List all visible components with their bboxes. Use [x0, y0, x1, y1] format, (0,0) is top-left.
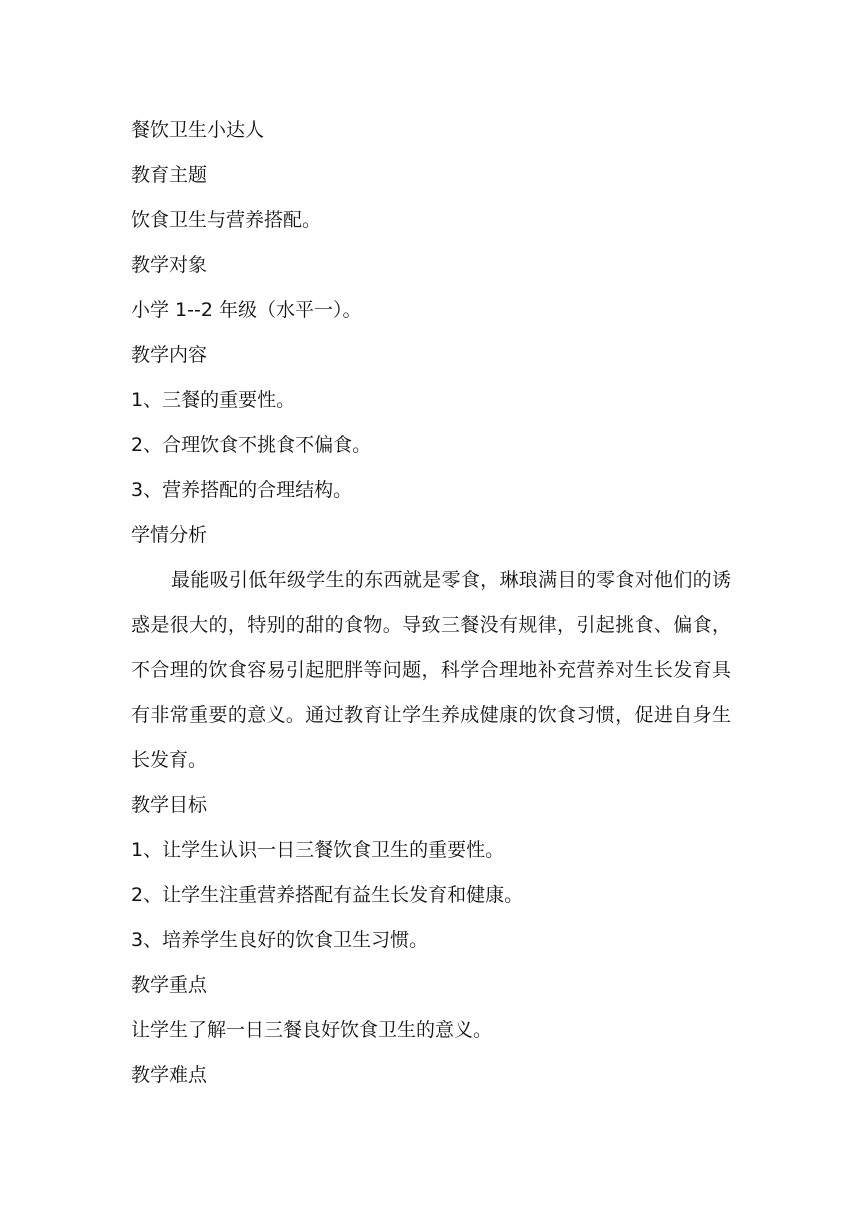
content-item: 2、合理饮食不挑食不偏食。 [131, 434, 372, 456]
document-body [131, 108, 731, 1098]
section-heading-analysis: 学情分析 [131, 524, 208, 546]
section-heading-content: 教学内容 [131, 344, 208, 366]
section-heading-audience: 教学对象 [131, 254, 208, 276]
goal-item: 1、让学生认识一日三餐饮食卫生的重要性。 [131, 839, 505, 861]
theme-text: 饮食卫生与营养搭配。 [131, 209, 322, 231]
section-heading-keypoint: 教学重点 [131, 974, 208, 996]
content-item: 3、营养搭配的合理结构。 [131, 479, 353, 501]
goal-item: 2、让学生注重营养搭配有益生长发育和健康。 [131, 884, 524, 906]
goal-item: 3、培养学生良好的饮食卫生习惯。 [131, 929, 429, 951]
document-title: 餐饮卫生小达人 [131, 119, 265, 141]
section-heading-goals: 教学目标 [131, 794, 208, 816]
keypoint-text: 让学生了解一日三餐良好饮食卫生的意义。 [131, 1019, 493, 1041]
audience-text: 小学 1--2 年级（水平一）。 [131, 299, 362, 321]
section-heading-difficulty: 教学难点 [131, 1064, 208, 1086]
analysis-paragraph: 最能吸引低年级学生的东西就是零食，琳琅满目的零食对他们的诱惑是很大的，特别的甜的食物。导致三餐没有规律，引起挑食、偏食，不合理的饮食容易引起肥胖等问题，科学合理地补充营养对生长发育具有非常重要的意义。通过教育让学生养成健康的饮食习惯，促进自身生长发育。 [131, 569, 731, 771]
section-heading-theme: 教育主题 [131, 164, 208, 186]
content-item: 1、三餐的重要性。 [131, 389, 296, 411]
